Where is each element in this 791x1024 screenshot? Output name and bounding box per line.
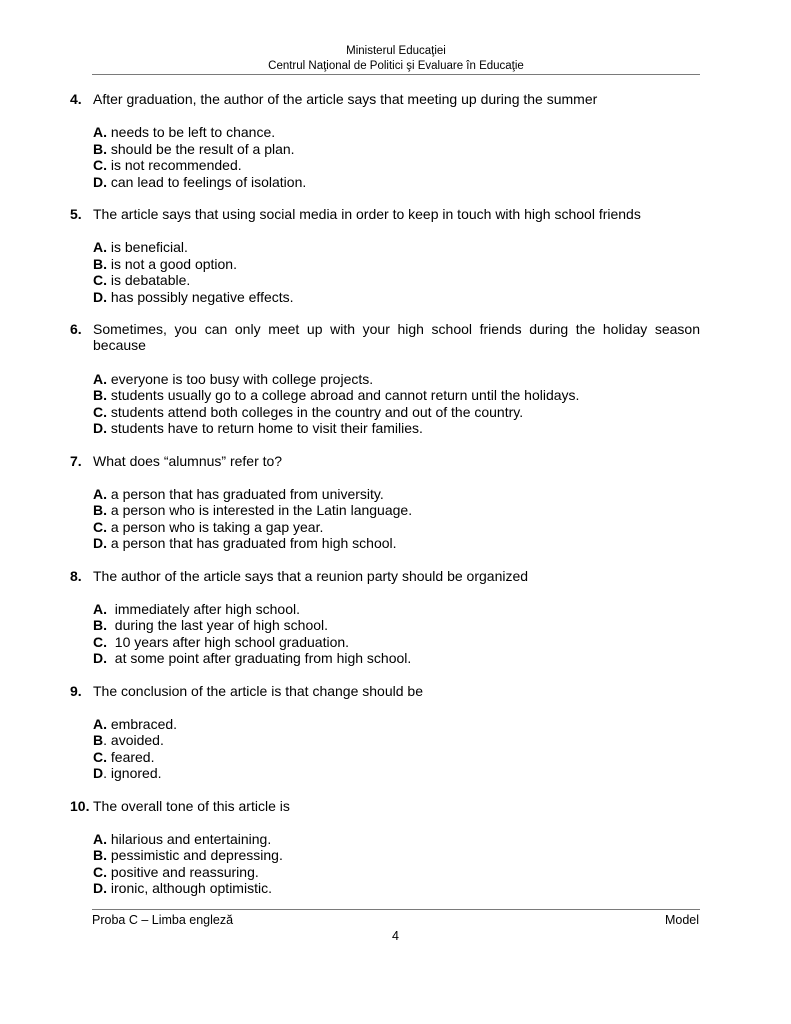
answer-option — [93, 617, 700, 633]
question-text: The author of the article says that a reunion party should be organized — [93, 567, 529, 584]
option-text: embraced. — [107, 715, 178, 732]
option-letter: A. — [93, 124, 107, 141]
option-text: immediately after high school. — [107, 600, 300, 617]
option-text: has possibly negative effects. — [107, 288, 294, 305]
option-text: should be the result of a plan. — [107, 140, 295, 157]
answer-options — [70, 716, 700, 782]
answer-option — [93, 535, 700, 551]
option-text: students usually go to a college abroad and cannot return until the holidays. — [107, 387, 580, 404]
answer-option — [93, 519, 700, 535]
option-letter: A. — [93, 370, 107, 387]
header-center: Centrul Naţional de Politici şi Evaluare în Educaţie — [268, 60, 524, 72]
option-letter: C. — [93, 748, 107, 765]
footer-exam-name: Proba C – Limba engleză — [92, 913, 234, 927]
option-text: during the last year of high school. — [107, 617, 329, 634]
option-text: a person that has graduated from university. — [107, 485, 384, 502]
answer-option — [93, 486, 700, 502]
answer-options — [70, 831, 700, 897]
answer-options — [70, 486, 700, 552]
page-number: 4 — [392, 929, 399, 943]
page-header — [92, 44, 700, 74]
question-8 — [70, 568, 700, 667]
option-letter: A. — [93, 831, 107, 847]
answer-option — [93, 634, 700, 650]
question-number: 8. — [70, 567, 82, 584]
question-number: 5. — [70, 206, 82, 223]
question-number: 4. — [70, 91, 82, 107]
answer-option — [93, 650, 700, 666]
option-letter: B. — [93, 140, 107, 157]
footer-divider — [92, 909, 700, 910]
question-5 — [70, 206, 700, 305]
question-9 — [70, 683, 700, 782]
option-text: a person who is interested in the Latin language. — [107, 502, 413, 519]
answer-option — [93, 831, 700, 847]
option-text: hilarious and entertaining. — [107, 831, 272, 847]
option-text: at some point after graduating from high school. — [107, 650, 412, 667]
answer-option — [93, 765, 700, 781]
option-letter: B. — [93, 387, 107, 404]
question-6 — [70, 321, 700, 436]
answer-options — [70, 239, 700, 305]
option-text: . avoided. — [103, 732, 164, 749]
option-letter: D. — [93, 880, 107, 897]
option-letter: B. — [93, 617, 107, 634]
option-letter: D. — [93, 173, 107, 190]
answer-options — [70, 124, 700, 190]
answer-option — [93, 420, 700, 436]
answer-option — [93, 404, 700, 420]
option-letter: C. — [93, 863, 107, 880]
question-stem — [70, 206, 700, 222]
question-text: The overall tone of this article is — [93, 797, 290, 814]
answer-option — [93, 124, 700, 140]
question-stem — [70, 321, 700, 354]
answer-option — [93, 716, 700, 732]
answer-option — [93, 239, 700, 255]
option-letter: A. — [93, 239, 107, 256]
question-number: 10. — [70, 797, 90, 814]
question-stem — [70, 683, 700, 699]
option-letter: B. — [93, 847, 107, 864]
answer-option — [93, 157, 700, 173]
option-text: ironic, although optimistic. — [107, 880, 272, 897]
option-letter: D — [93, 765, 104, 782]
answer-options — [70, 601, 700, 667]
option-text: a person who is taking a gap year. — [107, 518, 324, 535]
question-text: The article says that using social media in order to keep in touch with high school friends — [93, 206, 641, 223]
option-text: is beneficial. — [107, 239, 188, 256]
answer-option — [93, 864, 700, 880]
option-letter: D. — [93, 420, 107, 437]
question-stem — [70, 568, 700, 584]
question-stem — [70, 91, 700, 107]
option-text: is debatable. — [107, 272, 191, 289]
question-number: 6. — [70, 321, 82, 338]
option-letter: D. — [93, 650, 107, 667]
answer-option — [93, 371, 700, 387]
question-text: After graduation, the author of the article says that meeting up during the summer — [93, 91, 598, 107]
question-stem — [70, 453, 700, 469]
answer-option — [93, 847, 700, 863]
option-letter: A. — [93, 600, 107, 617]
answer-option — [93, 880, 700, 896]
question-4 — [70, 91, 700, 190]
option-letter: A. — [93, 715, 107, 732]
option-text: can lead to feelings of isolation. — [107, 173, 307, 190]
question-text: Sometimes, you can only meet up with your high school friends during the holiday season because — [93, 321, 700, 354]
question-list — [70, 91, 700, 913]
answer-option — [93, 256, 700, 272]
option-text: students attend both colleges in the country and out of the country. — [107, 403, 524, 420]
option-text: feared. — [107, 748, 155, 765]
option-letter: B. — [93, 502, 107, 519]
answer-option — [93, 174, 700, 190]
option-text: is not a good option. — [107, 255, 237, 272]
answer-option — [93, 289, 700, 305]
option-text: needs to be left to chance. — [107, 124, 276, 141]
option-text: a person that has graduated from high school. — [107, 535, 397, 552]
answer-option — [93, 141, 700, 157]
question-number: 9. — [70, 682, 82, 699]
answer-option — [93, 272, 700, 288]
option-text: pessimistic and depressing. — [107, 847, 283, 864]
answer-option — [93, 387, 700, 403]
option-letter: C. — [93, 403, 107, 420]
option-letter: C. — [93, 272, 107, 289]
option-letter: B. — [93, 255, 107, 272]
option-text: 10 years after high school graduation. — [107, 633, 350, 650]
option-letter: D. — [93, 288, 107, 305]
option-text: . ignored. — [103, 765, 162, 782]
option-text: everyone is too busy with college projects. — [107, 370, 374, 387]
footer-model-label: Model — [664, 913, 699, 927]
answer-option — [93, 502, 700, 518]
option-letter: C. — [93, 633, 107, 650]
question-10 — [70, 798, 700, 897]
question-text: The conclusion of the article is that change should be — [93, 682, 423, 699]
question-stem — [70, 798, 700, 814]
option-text: students have to return home to visit their families. — [107, 420, 423, 437]
option-letter: B — [93, 732, 104, 749]
header-divider — [92, 74, 700, 75]
question-number: 7. — [70, 452, 82, 469]
header-ministry: Ministerul Educaţiei — [346, 45, 446, 57]
answer-option — [93, 732, 700, 748]
question-7 — [70, 453, 700, 552]
question-text: What does “alumnus” refer to? — [93, 452, 283, 469]
option-letter: D. — [93, 535, 107, 552]
answer-option — [93, 601, 700, 617]
option-text: positive and reassuring. — [107, 863, 259, 880]
option-letter: C. — [93, 518, 107, 535]
option-letter: C. — [93, 157, 107, 174]
option-letter: A. — [93, 485, 107, 502]
answer-options — [70, 371, 700, 437]
answer-option — [93, 749, 700, 765]
option-text: is not recommended. — [107, 157, 242, 174]
